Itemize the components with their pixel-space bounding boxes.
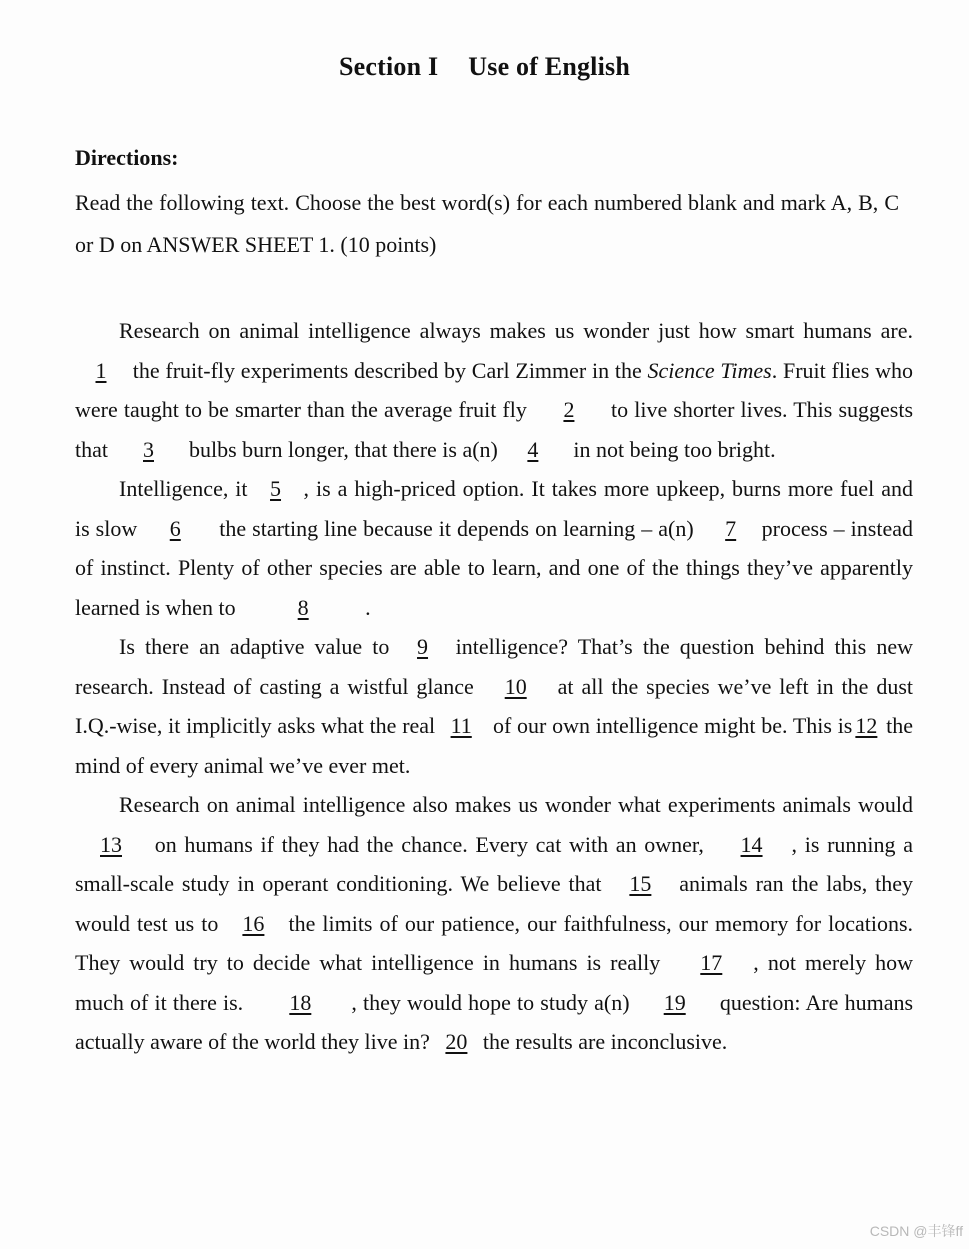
blank-9: 9 — [417, 634, 429, 659]
section-title — [0, 52, 969, 82]
blank-1: 1 — [95, 357, 107, 383]
passage-text: intelligence? That’s the question behind this new research. Instead of casting a wistful glance — [75, 634, 913, 699]
blank-8: 8 — [297, 594, 309, 620]
paragraph-4 — [75, 785, 913, 1062]
blank-6: 6 — [169, 515, 181, 541]
blank-16: 16 — [242, 910, 265, 936]
directions-heading: Directions: — [75, 145, 179, 170]
passage-text: the limits of our patience, our faithfulness, our memory for locations. They would try to decide what intelligence in humans is really — [75, 910, 914, 975]
passage-text: . — [365, 594, 371, 620]
paragraph-1 — [75, 311, 913, 469]
passage-text: animals ran the labs, they would test us to — [75, 871, 914, 936]
passage-text: the starting line because it depends on learning – a(n) — [219, 515, 694, 541]
cloze-passage — [75, 311, 913, 1062]
blank-15: 15 — [629, 871, 652, 896]
passage-text: , they would hope to study a(n) — [351, 989, 630, 1015]
passage-text: at all the species we’ve left in the dust I.Q.-wise, it implicitly asks what the real — [75, 673, 914, 738]
passage-text: to live shorter lives. This suggests that — [75, 397, 913, 462]
passage-text: Research on animal intelligence also makes us wonder what experiments animals would — [119, 792, 913, 817]
passage-text: , is a high-priced option. It takes more upkeep, burns more fuel and is slow — [75, 476, 913, 541]
blank-4: 4 — [527, 436, 539, 462]
blank-12: 12 — [855, 713, 878, 738]
passage-text: the mind of every animal we’ve ever met. — [75, 713, 914, 778]
blank-10: 10 — [504, 673, 527, 699]
paragraph-3 — [75, 627, 913, 785]
passage-text: the fruit-fly experiments described by Carl Zimmer in the — [132, 357, 642, 383]
directions-text: Read the following text. Choose the best word(s) for each numbered blank and mark A, B, C or D on ANSWER SHEET 1. (10 points) — [75, 190, 899, 257]
blank-20: 20 — [445, 1029, 468, 1054]
section-name: Use of English — [468, 52, 631, 81]
passage-text: Intelligence, it — [119, 476, 248, 501]
passage-text: on humans if they had the chance. Every cat with an owner, — [154, 831, 704, 857]
passage-text: bulbs burn longer, that there is a(n) — [189, 436, 498, 462]
blank-2: 2 — [563, 397, 575, 422]
section-label: Section I — [338, 52, 439, 81]
blank-5: 5 — [270, 476, 282, 501]
blank-14: 14 — [740, 831, 763, 857]
passage-text: Is there an adaptive value to — [119, 634, 390, 659]
passage-text: question: Are humans actually aware of the world they live in? — [75, 989, 914, 1054]
blank-3: 3 — [143, 436, 154, 462]
passage-text: of our own intelligence might be. This is — [492, 713, 853, 738]
blank-11: 11 — [450, 713, 472, 738]
passage-text: the results are inconclusive. — [482, 1029, 728, 1054]
passage-text: . Fruit flies who were taught to be smarter than the average fruit fly — [75, 357, 913, 422]
blank-18: 18 — [289, 989, 312, 1015]
blank-7: 7 — [725, 515, 737, 541]
watermark: CSDN @丰锋ff — [869, 1223, 963, 1239]
blank-17: 17 — [700, 950, 723, 975]
paragraph-2 — [75, 469, 913, 627]
passage-text: process – instead of instinct. Plenty of other species are able to learn, and one of the things they’ve apparently learned is when to — [75, 515, 913, 620]
blank-19: 19 — [663, 989, 686, 1015]
passage-text: in not being too bright. — [573, 436, 776, 462]
blank-13: 13 — [100, 831, 122, 857]
passage-text: , is running a small-scale study in operant conditioning. We believe that — [75, 831, 913, 896]
passage-text: , not merely how much of it there is. — [75, 950, 913, 1015]
passage-text: Research on animal intelligence always makes us wonder just how smart humans are. — [119, 318, 913, 343]
source-title: Science Times — [647, 357, 772, 383]
